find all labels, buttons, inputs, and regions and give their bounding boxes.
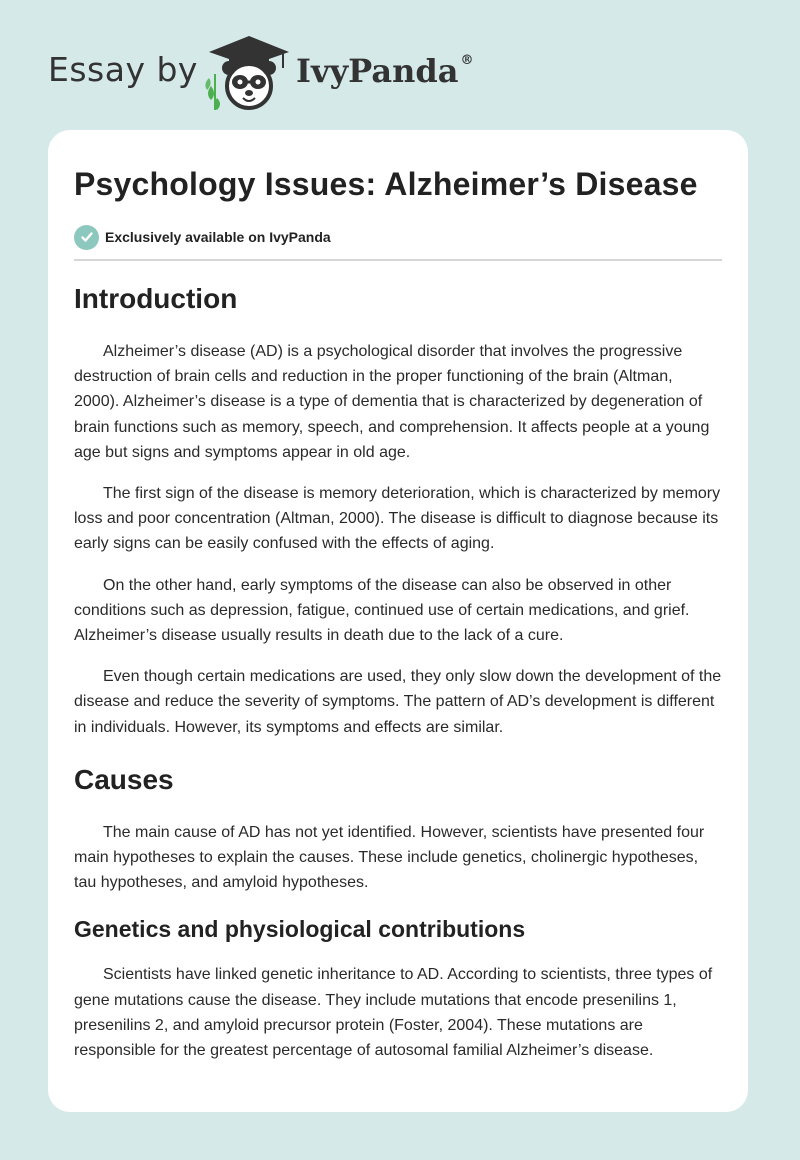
article-title: Psychology Issues: Alzheimer’s Disease [74, 166, 698, 202]
brand-name[interactable] [296, 52, 473, 90]
section-heading: Causes [74, 763, 174, 795]
essay-by-label: Essay by [48, 50, 198, 89]
paragraph: The main cause of AD has not yet identified. However, scientists have presented four main hypotheses to explain the causes. These include genetics, cholinergic hypotheses, tau hypotheses, and amyloid hypotheses. [74, 823, 705, 892]
section-heading: Introduction [74, 283, 238, 314]
section-causes [74, 762, 722, 896]
registered-mark: ® [460, 53, 474, 68]
article-card [48, 130, 748, 1112]
brand-text: IvyPanda [296, 52, 459, 90]
section-introduction [74, 281, 722, 740]
check-icon [74, 225, 99, 250]
subsection-heading: Genetics and physiological contributions [74, 916, 526, 943]
exclusive-label: Exclusively available on IvyPanda [105, 229, 331, 245]
paragraph: On the other hand, early symptoms of the disease can also be observed in other conditions such as depression, fatigue, continued use of certain medications, and grief. Alzheimer’s disease usually results in death due to the lack of a cure. [74, 576, 690, 645]
paragraph: Even though certain medications are used, they only slow down the development of the disease and reduce the severity of symptoms. The pattern of AD’s development is different in individuals. However, its symptoms and effects are similar. [74, 668, 722, 736]
title-divider [74, 259, 722, 261]
section-genetics [74, 914, 722, 1063]
paragraph: Scientists have linked genetic inheritance to AD. According to scientists, three types of gene mutations cause the disease. They include mutations that encode presenilins 1, presenilins 2, and amyloid precursor protein (Foster, 2004). These mutations are responsible for the greatest percentage of autosomal familial Alzheimer’s disease. [74, 966, 713, 1060]
paragraph: The first sign of the disease is memory deterioration, which is characterized by memory loss and poor concentration (Altman, 2000). The disease is difficult to diagnose because its early signs can be easily confused with the effects of aging. [74, 485, 721, 553]
exclusive-badge [74, 224, 722, 250]
site-header [48, 30, 608, 110]
paragraph: Alzheimer’s disease (AD) is a psychological disorder that involves the progressive destruction of brain cells and reduction in the proper functioning of the brain (Altman, 2000). Alzheimer’s disease is a type of dementia that is characterized by degeneration of brain functions such as memory, speech, and comprehension. It affects people at a young age but signs and symptoms appear in old age. [74, 343, 710, 461]
ivypanda-logo-icon[interactable] [203, 34, 295, 110]
